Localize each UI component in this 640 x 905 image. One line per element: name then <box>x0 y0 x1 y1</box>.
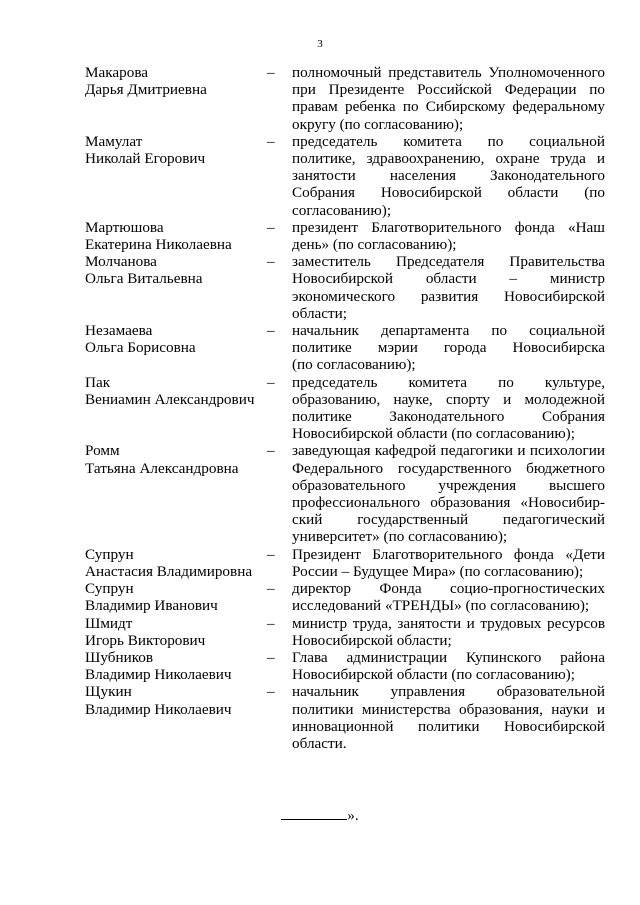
member-position <box>292 546 605 580</box>
dash-separator: – <box>267 218 275 236</box>
dash-separator: – <box>267 373 275 391</box>
member-position <box>292 322 605 374</box>
member-surname: Мамулат <box>85 132 143 150</box>
position-line: образовательного учреждения высшего <box>292 476 605 494</box>
member-position <box>292 374 605 443</box>
position-line: президент Благотворительного фонда «Наш <box>292 218 605 236</box>
member-entry <box>85 253 605 322</box>
position-line: политике, здравоохранению, охране труда и <box>292 150 605 168</box>
member-surname: Незамаева <box>85 322 153 340</box>
member-position <box>292 580 605 614</box>
member-surname: Щукин <box>85 683 132 701</box>
member-surname: Макарова <box>85 64 149 81</box>
member-given-names: Дарья Дмитриевна <box>85 81 207 99</box>
member-name <box>85 374 267 408</box>
member-entry <box>85 322 605 374</box>
member-position <box>292 683 605 752</box>
position-line: Собрания Новосибирской области (по <box>292 184 605 202</box>
member-given-names: Татьяна Александровна <box>85 459 239 477</box>
position-line: политики министерства образования, науки и <box>292 700 605 718</box>
member-given-names: Вениамин Александрович <box>85 390 255 408</box>
member-entry <box>85 615 605 649</box>
position-line: Новосибирской области (по согласованию); <box>292 425 575 443</box>
position-line: согласованию); <box>292 201 392 219</box>
member-name <box>85 253 267 287</box>
dash-separator: – <box>267 614 275 632</box>
position-line: Федерального государственного бюджетного <box>292 459 605 477</box>
dash-separator: – <box>267 253 275 271</box>
dash-separator: – <box>267 648 275 666</box>
closing-quote-mark: ». <box>347 807 359 824</box>
member-surname: Ромм <box>85 442 120 460</box>
position-line: директор Фонда социо-прогностических <box>292 580 605 598</box>
member-name <box>85 64 267 98</box>
member-surname: Супрун <box>85 580 134 598</box>
member-given-names: Игорь Викторович <box>85 631 206 649</box>
member-given-names: Владимир Николаевич <box>85 700 232 718</box>
position-line: Глава администрации Купинского района <box>292 648 605 666</box>
member-surname: Шубников <box>85 648 154 666</box>
position-line: занятости населения Законодательного <box>292 167 605 185</box>
member-name <box>85 615 267 649</box>
position-line: политике Законодательного Собрания <box>292 408 605 426</box>
member-given-names: Николай Егорович <box>85 150 206 168</box>
position-line: образованию, науке, спорту и молодежной <box>292 390 605 408</box>
member-position <box>292 649 605 683</box>
dash-separator: – <box>267 545 275 563</box>
member-position <box>292 615 605 649</box>
member-entry <box>85 546 605 580</box>
position-line: области; <box>292 304 347 322</box>
member-entry <box>85 219 605 253</box>
position-line: ский государственный педагогический <box>292 511 605 529</box>
member-position <box>292 219 605 253</box>
position-line: округу (по согласованию); <box>292 115 464 133</box>
member-name <box>85 546 267 580</box>
member-entry <box>85 133 605 219</box>
position-line: председатель комитета по культуре, <box>292 373 605 391</box>
member-name <box>85 683 267 717</box>
member-list <box>85 64 605 752</box>
member-position <box>292 442 605 545</box>
position-line: университет» (по согласованию); <box>292 528 508 546</box>
member-given-names: Анастасия Владимировна <box>85 562 253 580</box>
closing-line <box>0 807 640 824</box>
dash-separator: – <box>267 580 275 598</box>
member-surname: Супрун <box>85 545 134 563</box>
position-line: экономического развития Новосибирской <box>292 287 605 305</box>
position-line: министр труда, занятости и трудовых ресурсов <box>292 614 605 632</box>
position-line: полномочный представитель Уполномоченного <box>292 64 605 81</box>
dash-separator: – <box>267 64 275 81</box>
position-line: Новосибирской области (по согласованию); <box>292 666 575 684</box>
position-line: заведующая кафедрой педагогики и психологии <box>292 442 605 460</box>
position-line: исследований «ТРЕНДЫ» (по согласованию); <box>292 597 590 615</box>
member-entry <box>85 580 605 614</box>
position-line: профессионального образования «Новосибир- <box>292 494 605 512</box>
position-line: Новосибирской области – министр <box>292 270 605 288</box>
page-number: 3 <box>317 38 323 50</box>
member-surname: Мартюшова <box>85 218 164 236</box>
member-surname: Шмидт <box>85 614 133 632</box>
position-line: инновационной политики Новосибирской <box>292 717 605 735</box>
position-line: при Президенте Российской Федерации по <box>292 81 605 99</box>
member-entry <box>85 442 605 545</box>
member-entry <box>85 649 605 683</box>
member-given-names: Екатерина Николаевна <box>85 236 232 254</box>
dash-separator: – <box>267 683 275 701</box>
member-given-names: Владимир Николаевич <box>85 666 232 684</box>
position-line: (по согласованию); <box>292 356 416 374</box>
member-entry <box>85 64 605 133</box>
position-line: заместитель Председателя Правительства <box>292 253 605 271</box>
member-given-names: Владимир Иванович <box>85 597 218 615</box>
position-line: начальник департамента по социальной <box>292 322 605 340</box>
position-line: политике мэрии города Новосибирска <box>292 339 605 357</box>
dash-separator: – <box>267 322 275 340</box>
position-line: области. <box>292 734 347 752</box>
member-position <box>292 133 605 219</box>
position-line: России – Будущее Мира» (по согласованию); <box>292 562 584 580</box>
dash-separator: – <box>267 442 275 460</box>
member-surname: Молчанова <box>85 253 157 271</box>
position-line: Президент Благотворительного фонда «Дети <box>292 545 605 563</box>
dash-separator: – <box>267 132 275 150</box>
member-surname: Пак <box>85 373 111 391</box>
position-line: председатель комитета по социальной <box>292 132 605 150</box>
member-entry <box>85 683 605 752</box>
member-name <box>85 580 267 614</box>
member-name <box>85 133 267 167</box>
position-line: день» (по согласованию); <box>292 236 457 254</box>
member-entry <box>85 374 605 443</box>
position-line: Новосибирской области; <box>292 631 452 649</box>
position-line: начальник управления образовательной <box>292 683 605 701</box>
member-name <box>85 649 267 683</box>
member-given-names: Ольга Борисовна <box>85 339 196 357</box>
member-given-names: Ольга Витальевна <box>85 270 203 288</box>
signature-underline <box>281 807 347 820</box>
member-name <box>85 219 267 253</box>
member-position <box>292 64 605 133</box>
position-line: правам ребенка по Сибирскому федеральному <box>292 98 605 116</box>
member-name <box>85 322 267 356</box>
member-position <box>292 253 605 322</box>
member-name <box>85 442 267 476</box>
